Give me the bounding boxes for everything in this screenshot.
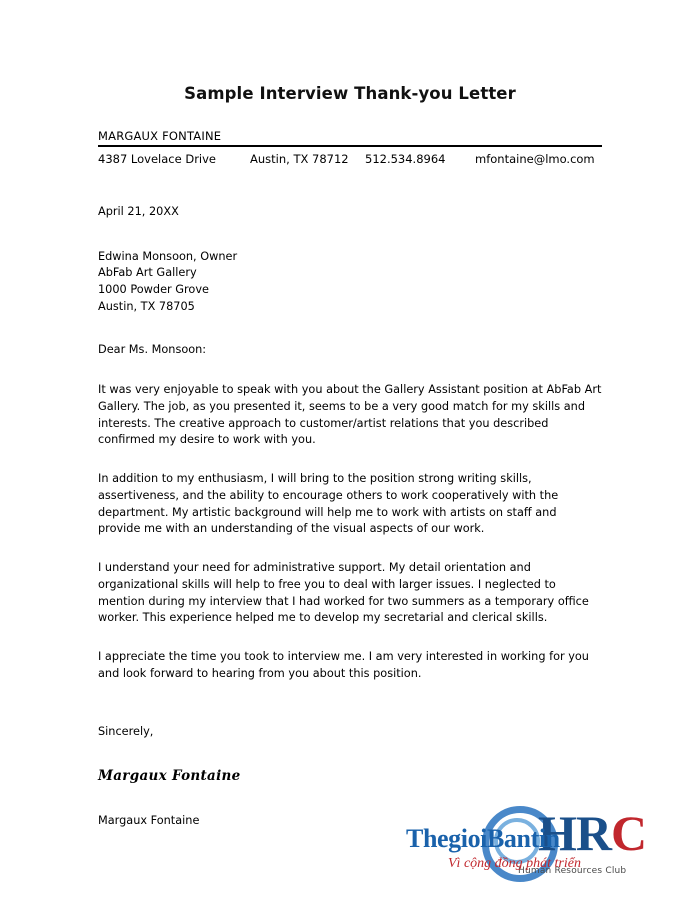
body-paragraph-2: In addition to my enthusiasm, I will bring to the position strong writing skills, assertiveness, and the ability to encourage others to work cooperatively with the department. My artistic background will help me to work with artists on staff and provide me with an understanding of the visual aspects of our work. xyxy=(98,472,559,536)
body-paragraph-1: It was very enjoyable to speak with you about the Gallery Assistant position at AbFab Art Gallery. The job, as you presented it, seems to be a very good match for my skills and interests. The creative approach to customer/artist relations that you described confirmed my desire to work with you. xyxy=(98,383,602,447)
letterhead-city-state-zip: Austin, TX 78712 xyxy=(250,152,349,166)
hrc-logo-main: HR xyxy=(538,805,611,861)
letterhead-sender-name: MARGAUX FONTAINE xyxy=(98,129,222,143)
letter-date: April 21, 20XX xyxy=(98,205,179,218)
salutation: Dear Ms. Monsoon: xyxy=(98,342,207,356)
watermark-tagline: Vì cộng đồng phát triển xyxy=(448,856,581,871)
letterhead xyxy=(98,129,602,166)
body-paragraph-3: I understand your need for administrative support. My detail orientation and organizational skills will help to free you to deal with larger issues. I neglected to mention during my interview that I had worked for two summers as a temporary office worker. This experience helped me to develop my secretarial and clerical skills. xyxy=(98,561,589,625)
watermark-brand-text: ThegioiBantin xyxy=(406,824,560,853)
body-paragraph-4: I appreciate the time you took to interview me. I am very interested in working for you and look forward to hearing from you about this position. xyxy=(98,649,589,680)
recipient-block xyxy=(98,249,602,316)
hrc-logo-subtitle: Human Resources Club xyxy=(518,866,627,876)
watermark-logo xyxy=(398,800,678,900)
closing-line: Sincerely, xyxy=(98,725,154,739)
recipient-name-title: Edwina Monsoon, Owner xyxy=(98,249,238,263)
letterhead-divider xyxy=(98,145,602,147)
recipient-company: AbFab Art Gallery xyxy=(98,266,197,280)
letter-body xyxy=(98,166,602,830)
letterhead-email: mfontaine@lmo.com xyxy=(475,152,595,166)
recipient-city-state-zip: Austin, TX 78705 xyxy=(98,299,195,313)
letterhead-phone: 512.534.8964 xyxy=(365,152,446,166)
letterhead-street: 4387 Lovelace Drive xyxy=(98,152,216,166)
recipient-street: 1000 Powder Grove xyxy=(98,283,209,297)
signer-printed-name: Margaux Fontaine xyxy=(98,814,200,828)
handwritten-signature: Margaux Fontaine xyxy=(98,768,241,785)
letterhead-contact-row xyxy=(98,150,602,166)
page-title: Sample Interview Thank-you Letter xyxy=(184,84,516,103)
hrc-logo-accent: C xyxy=(611,805,647,861)
